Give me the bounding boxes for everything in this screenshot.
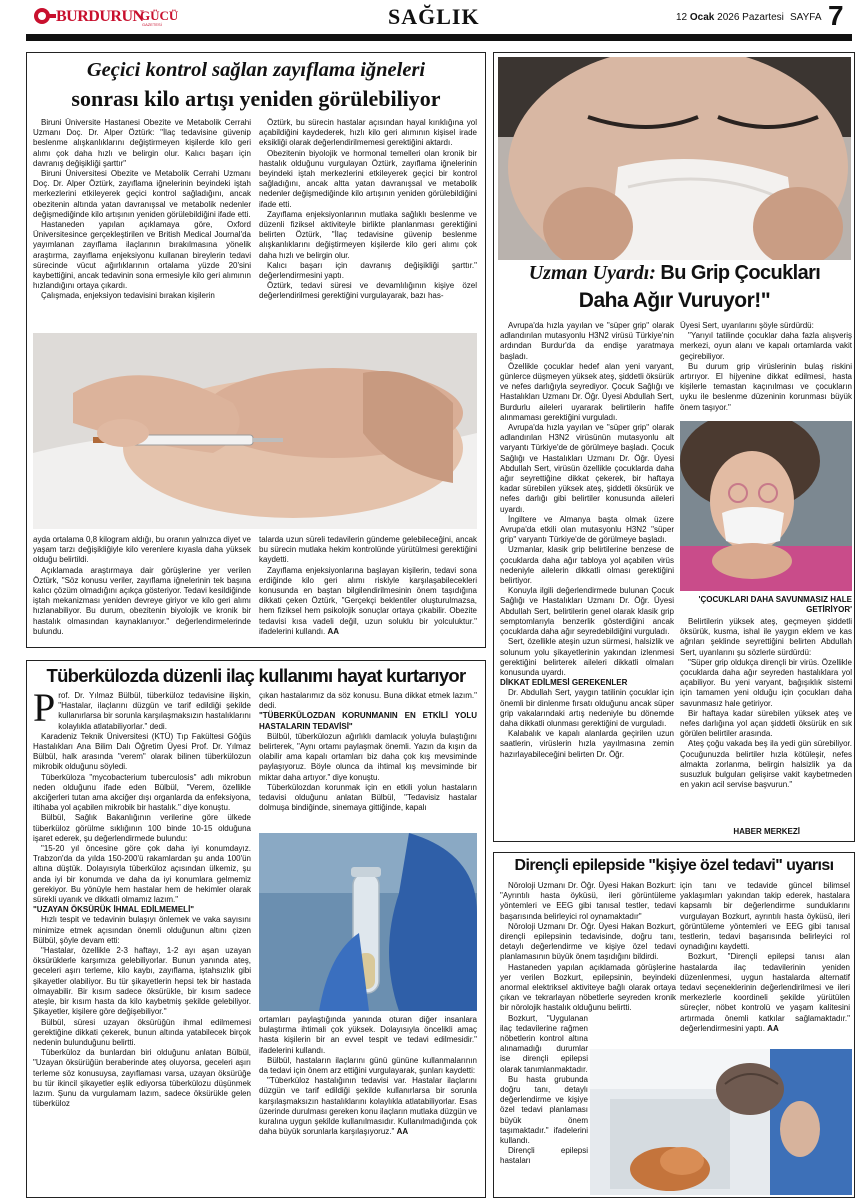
paragraph: Kalabalık ve kapalı alanlarda geçirilen uzun saatlerin, virüslerin hızla yayılmasına zemin hazırlayabileceğini belirten Dr. Öğr.: [500, 729, 674, 759]
date-year-weekday: 2026 Pazartesi: [717, 12, 784, 23]
paragraph: [259, 1076, 477, 1137]
title-lead: Uzman Uyardı:: [528, 262, 656, 284]
paragraph: Özellikle çocuklar hedef alan yeni varyant, günlerce düşmeyen yüksek ateş, şiddetli öksürük ve nefes darlığıyla seyrediyor. Çocuk Sağlığı ve Hastalıkları Uzmanı Dr. Öğr. Üyesi Abdullah Sert, Burdurlu aileleri uyararak belirtilerin hafife alınmaması gerektiğini vurguladı.: [500, 361, 674, 422]
paragraph: Bülbül, hastaların ilaçlarını günü gününe kullanmalarının da tedavi için önem arz ettiğini vurgulayarak, şunları kaydetti:: [259, 1055, 477, 1076]
paragraph: Bülbül, süresi uzayan öksürüğün ihmal edilmemesi gerektiğine dikkati çekerek, bunun altında yatabilecek birçok nedenin bulunduğunu belirtti.: [33, 1017, 251, 1047]
article-column: [259, 1015, 477, 1195]
paragraph: Tüberküloz da bunlardan biri olduğunu anlatan Bülbül, "Uzayan öksürüğün beraberinde ateş oluyorsa, geceleri aşırı terleme söz konusuysa, zayıflaması varsa, uzayan öksürüğe bu tür ikincil şikayetler eşlik ediyorsa tüberkülozu düşünmek lazım. Şunu da vurgulamam lazım, sadece öksürükle gelen tüberküloz: [33, 1048, 251, 1109]
article-signature: HABER MERKEZİ: [733, 827, 800, 836]
injection-illustration: [33, 333, 477, 529]
paragraph: Bir haftaya kadar sürebilen yüksek ateş ve nefes darlığına yol açan şiddetli öksürük en sık görülen belirtiler arasında.: [680, 708, 852, 739]
paragraph: Bülbül, tüberkülozun ağırlıklı damlacık yoluyla bulaştığını belirterek, "Aynı ortamı paylaşmak önemli. Yazın da kışın da olabilir ama kapalı ortamları biz daha çok kış mevsiminde paylaşıyoruz. Böyle olunca da ihtimal kış mevsiminde bir miktar daha artıyor." diye konuştu.: [259, 731, 477, 782]
article-column: [259, 535, 477, 643]
date-day: 12: [676, 12, 688, 23]
article-epilepsy: [493, 852, 855, 1198]
paragraph: talarda uzun süreli tedavilerin gündeme gelebileceğini, ancak bu sürecin mutlaka hekim kontrolünde yürütülmesi gerektiğini kaydetti.: [259, 535, 477, 565]
drop-cap: P: [33, 691, 56, 730]
paragraph: Konuyla ilgili değerlendirmede bulunan Çocuk Sağlığı ve Hastalıkları Uzmanı Dr. Öğr. Üyesi Abdullah Sert, belirtilerin genel olarak klasik grip semptomlarıyla benzerlik gösterdiğini ancak çocuklarda daha ağır seyredebildiğini vurguladı.: [500, 586, 674, 637]
logo: [32, 6, 179, 28]
subheading: "TÜBERKÜLOZDAN KORUNMANIN EN ETKİLİ YOLU HASTALARIN TEDAVİSİ": [259, 711, 477, 731]
subheading: DİKKAT EDİLMESİ GEREKENLER: [500, 678, 628, 688]
paragraph: çıkan hastalarımız da söz konusu. Buna dikkat etmek lazım." dedi.: [259, 691, 477, 711]
article-column: [33, 691, 251, 1195]
paragraph: ortamları paylaştığında yanında oturan diğer insanlara bulaştırma ihtimali çok yüksek. Dolayısıyla öncelikli amaç hasta kişilerin bir an evvel tespit ve tedavi edilmesidir." ifadelerini kullandı.: [259, 1015, 477, 1055]
article-title-line1: [498, 262, 851, 285]
subheading: "UZAYAN ÖKSÜRÜK İHMAL EDİLMEMELİ": [33, 905, 195, 915]
paragraph: Bu durum grip virüslerinin bulaş riskini artırıyor. El hijyenine dikkat edilmesi, hasta kişilerle temastan kaçınılması ve çocukların uyku ile beslenme düzeninin korunması büyük önem taşıyor.": [680, 361, 852, 412]
paragraph: Bu hasta grubunda doğru tanı, detaylı değerlendirme ve kişiye özel tedavi planlaması büyük önem taşımaktadır." ifadelerini kullandı.: [500, 1074, 588, 1146]
paragraph: Tüberküloza "mycobacterium tuberculosis" adlı mikrobun neden olduğunu ifade eden Bülbül, "Verem, özellikle akciğerleri tutan ama akciğer dışı organlarda da enfeksiyona, iltihaba yol açabilen mikrobik bir hastalık." diye konuştu.: [33, 772, 251, 813]
article-signature: AA: [327, 626, 340, 636]
article-column: [680, 321, 852, 417]
article-column: [680, 881, 850, 1051]
brain-model-illustration: [590, 1049, 852, 1195]
paragraph-text: rof. Dr. Yılmaz Bülbül, tüberküloz tedavisine ilişkin, "Hastalar, ilaçlarını düzgün ve tarif edildiği şekilde kullanırlarsa bir sorunla karşılaşmaksızın hastalıklarını kolaylıkla atlatabiliyorlar." dedi.: [58, 691, 251, 731]
article-title-line2: sonrası kilo artışı yeniden görülebiliyor: [71, 86, 441, 111]
paragraph: Hastaneden yapılan açıklamaya göre, Oxford Üniversitesince gerçekleştirilen ve British Medical Journal'da yayımlanan zayıflama ilaçlarının bırakılmasına yönelik araştırma, zayıflama enjeksiyonu kullanan bireylerin tedavi sürecinde vücut ağırlıklarının ortalama yüzde 20'sini kaybettiğini, ancak tedavinin sona ermesiyle kilo geri alımının hızlandığını ortaya çıkardı.: [33, 220, 251, 291]
paragraph: Obezitenin biyolojik ve hormonal temelleri olan kronik bir hastalık olduğunu vurgulayan Öztürk, zayıflama iğnelerinin beyindeki iştah merkezlerini etkileyerek geçici bir kontrol sağladığını, ancak altta yatan davranışsal ve metabolik nedenler değişmediğinde kilo artışının yeniden görülebildiğini ifade etti.: [259, 148, 477, 209]
paragraph: [259, 566, 477, 637]
paragraph: Nöroloji Uzmanı Dr. Öğr. Üyesi Hakan Bozkurt: "Ayrıntılı hasta öyküsü, ileri görüntüleme yöntemleri ve EEG gibi tanısal testler, tedavi başarısında belirleyici rol oynamaktadır": [500, 881, 676, 921]
paragraph: Kalıcı başarı için davranış değişikliği şarttır." değerlendirmesini yaptı.: [259, 260, 477, 281]
date-month: Ocak: [689, 12, 715, 23]
issue-date: [676, 12, 784, 23]
paragraph: Açıklamada araştırmaya dair görüşlerine yer verilen Öztürk, "Söz konusu veriler, zayıflama iğnelerinin tek başına kalıcı çözüm olmadığını açıkça gösteriyor. Tedavi kesildiğinde iştah mekanizması yeniden devreye giriyor ve kilo geri alımı hızlanabiliyor. Bu durum, obezitenin biyolojik ve kronik bir hastalık olmasından kaynaklanıyor." değerlendirmelerinde bulundu.: [33, 565, 251, 636]
test-tube-photo: [259, 833, 477, 1011]
masthead-rule: [26, 34, 852, 41]
sneeze-illustration: [498, 57, 851, 260]
title-rest: Bu Grip Çocukları: [660, 262, 821, 284]
paragraph: Dr. Abdullah Sert, yaygın tatilinin çocuklar için önemli bir dinlenme fırsatı olduğunu ancak süper grip vakalarındaki artış nedeniyle bu dönemde daha dikkatli olunması gerektiğini de vurguladı.: [500, 688, 674, 728]
article-weight-loss: [26, 52, 486, 648]
paragraph: Sert, özellikle ateşin uzun sürmesi, halsizlik ve solunum yolu şikayetlerinin yakından izlenmesi gerektiğini belirterek aileleri dikkatli olmaları konusunda uyardı.: [500, 637, 674, 677]
article-tuberculosis: [26, 660, 486, 1198]
paragraph: için tanı ve tedavide güncel bilimsel yaklaşımları yakından takip ederek, hastalara kapsamlı bir değerlendirme sunduklarını vurgulayan Bozkurt, ayrıntılı hasta öyküsü, ileri görüntüleme yöntemleri ve EEG gibi tanısal testlerin, tedavi başarısında belirleyici rol oynadığını kaydetti.: [680, 881, 850, 952]
sneeze-photo: [498, 57, 851, 260]
paragraph: Üyesi Sert, uyarılarını şöyle sürdürdü:: [680, 321, 814, 330]
paragraph: Zayıflama enjeksiyonlarının mutlaka sağlıklı beslenme ve düzenli fiziksel aktiviteyle birlikte planlanması gerektiğini belirten Öztürk, "İlaç tedavisine güvenip beslenme alışkanlıklarını değiştirmeyen kişilerde kilo geri alımı çok daha hızlı ve belirgin olur.: [259, 209, 477, 260]
paragraph: Ateş çoğu vakada beş ila yedi gün sürebiliyor. Çocuğunuzda belirtiler hızla kötüleşir, nefes almakta zorlanma, belirgin halsizlik ya da susuzluk bulguları gelişirse vakit kaybetmeden en yakın acil servise başvurun.": [680, 739, 852, 790]
paragraph: Bozkurt, "Uygulanan ilaç tedavilerine rağmen nöbetlerin kontrol altına alınamadığı durumlar ise dirençli epilepsi olarak tanımlanmaktadır.: [500, 1013, 588, 1074]
paragraph: "Süper grip oldukça dirençli bir virüs. Özellikle çocuklarda daha ağır seyreden hastalıklara yol açabiliyor. Bu yeni varyant, bağışıklık sistemi için tamamen yeni olduğu için çocukları daha savunmasız hale getiriyor.: [680, 657, 852, 708]
article-signature: AA: [767, 1023, 779, 1033]
child-mask-photo: [680, 421, 852, 591]
section-title: SAĞLIK: [388, 4, 480, 29]
paragraph: Avrupa'da hızla yayılan ve "süper grip" olarak adlandırılan mutasyonlu H3N2 virüsü Türkiye'nin ardından Burdur'da da endişe yaratmaya başladı.: [500, 321, 674, 361]
article-title: Dirençli epilepside "kişiye özel tedavi" uyarısı: [514, 857, 834, 874]
article-signature: AA: [396, 1127, 409, 1137]
logo-tagline: GAZETESİ: [142, 22, 162, 27]
logo-emblem-icon: [32, 6, 56, 28]
paragraph: Tüberkülozdan korunmak için en etkili yolun hastaların tedavisi olduğunu anlatan Bülbül, "Tedavisiz hastalar dolmuşa bindiğinde, sinemaya gittiğinde, kapalı: [259, 782, 477, 813]
article-title: Tüberkülozda düzenli ilaç kullanımı hayat kurtarıyor: [46, 665, 466, 686]
article-title-line2: Daha Ağır Vuruyor!": [578, 289, 771, 312]
paragraph: Karadeniz Teknik Üniversitesi (KTÜ) Tıp Fakültesi Göğüs Hastalıkları Ana Bilim Dalı Öğretim Üyesi Prof. Dr. Yılmaz Bülbül, halk arasında "verem" olarak bilinen tüberkülozun mikrobik olduğunu söyledi.: [33, 731, 251, 772]
paragraph: Dirençli epilepsi hastaları: [500, 1146, 588, 1166]
article-column: [33, 535, 251, 643]
paragraph: [33, 691, 251, 732]
paragraph: Avrupa'da hızla yayılan ve "süper grip" olarak adlandırılan H3N2 virüsünün mutasyonlu alt varyantı Türkiye'de de görülmeye başladı. Çocuk Sağlığı ve Hastalıkları Uzmanı Dr. Öğr. Üyesi Abdullah Sert, virüsün özellikle çocuklarda daha ağır seyrettiğine dikkat çekerek, bir haftaya kadar sürebilen yüksek ateş, şiddetli öksürük ve nefes darlığı gibi belirtiler konusunda aileleri uyardı.: [500, 423, 674, 514]
injection-photo: [33, 333, 477, 529]
logo-accent: GÜCÜ: [140, 8, 179, 23]
paragraph-text: Zayıflama enjeksiyonlarına başlayan kişilerin, tedavi sona erdiğinde kilo geri alımı riskiyle karşılaşabilecekleri konusunda en baştan bilgilendirilmesinin önem taşıdığına dikkati çeken Öztürk, "Gerçekçi beklentiler oluşturulmazsa, hem fiziksel hem psikolojik sonuçlar ortaya çıkabilir. Obezite tedavisi kısa vadeli değil, uzun soluklu bir yolculuktur." ifadelerini kullandı.: [259, 565, 477, 636]
article-column: [259, 691, 477, 833]
paragraph: Nöroloji Uzmanı Dr. Öğr. Üyesi Hakan Bozkurt, dirençli epilepsinin tedavisinde, doğru tanı, detaylı değerlendirme ve kişiye özel tedavi planlamasının büyük önem taşıdığını bildirdi.: [500, 921, 676, 962]
paragraph: Bülbül, Sağlık Bakanlığının verilerine göre ülkede tüberküloz görülme sıklığının 100 binde 10-15 olduğuna işaret ederek, şu değerlendirmede bulundu:: [33, 813, 251, 843]
masthead: [0, 0, 856, 46]
paragraph: İngiltere ve Almanya başta olmak üzere Avrupa'da etkili olan mutasyonlu H3N2 "süper grip" varyantı Türkiye'de de görülmeye başladı.: [500, 514, 674, 545]
photo-caption: 'ÇOCUKLARI DAHA SAVUNMASIZ HALE GETİRİYOR': [698, 595, 852, 614]
paragraph-text: "Tüberküloz hastalığının tedavisi var. Hastalar ilaçlarını düzgün ve tarif edildiği şekilde kullanırlarsa bir sorunla karşılaşmaksızın hastalıklarını kolaylıkla atlatabiliyorlar. Esas üzerinde durulması gereken konu ilaçların mutlaka düzgün ve kuralına uygun şekilde kullanılmasıdır. Kullanılmadığında çok daha büyük sorunlarla karşılaşıyoruz.": [259, 1076, 477, 1137]
paragraph: Biruni Üniversite Hastanesi Obezite ve Metabolik Cerrahi Uzmanı Doç. Dr. Alper Öztürk: "İlaç tedavisine güvenip beslenme alışkanlıklarını değiştirmeyen kişilerde kilo geri alımı çok daha hızlı ve belirgin olur. Kalıcı başarı için davranış değişikliği şarttır": [33, 118, 251, 168]
page-number: 7: [828, 0, 844, 31]
paragraph: Hızlı tespit ve tedavinin bulaşıyı önlemek ve vaka sayısını minimize etmek açısından önemli olduğunun altını çizen Bülbül, şöyle devam etti:: [33, 915, 251, 945]
test-tube-illustration: [259, 833, 477, 1011]
paragraph: Uzmanlar, klasik grip belirtilerine benzese de çocuklarda daha ağır tabloya yol açabilen virüs nedeniyle ailelerin dikkatli olması gerektiğini belirtiyor.: [500, 545, 674, 586]
article-super-flu: [493, 52, 855, 842]
paragraph: "Hastalar, özellikle 2-3 haftayı, 1-2 ayı aşan uzayan öksürüklerle karşımıza gelebiliyorlar. Bunun yanında ateş, geceleri aşırı terleme, kilo kaybı, zayıflama, iştahsızlık gibi şikayetler olabiliyor. Bu tür şikayetlerin hepsi tek bir hastada olmayabilir. Bir kısım sadece öksürükle, bir kısım sadece ateşle, bir kısım hasta da kilo kaybetmiş şekilde gelebiliyor. Şikayetler, kişilere göre değişebiliyor.": [33, 946, 251, 1017]
paragraph: ayda ortalama 0,8 kilogram aldığı, bu oranın yalnızca diyet ve yaşam tarzı değişikliğiyle kilo verenlere kıyasla daha yüksek olduğu belirtildi.: [33, 535, 251, 565]
paragraph-text: Bozkurt, "Dirençli epilepsi tanısı alan hastalarda ilaç tedavilerinin yeniden düzenlenmesi, uygun hastalarda alternatif tedavi seçeneklerinin değerlendirilmesi ve ileri merkezlerle koordineli şekilde yürütülen süreçler, nöbet kontrolü ve yaşam kalitesini artırmada önemli katkılar sağlamaktadır." değerlendirmesini yaptı.: [680, 952, 850, 1033]
paragraph: Öztürk, bu sürecin hastalar açısından hayal kırıklığına yol açabildiğini kaydederek, hızlı kilo geri alımının kişisel irade eksikliği olarak değerlendirilmemesi gerektiğini aktardı.: [259, 118, 477, 148]
brain-model-photo: [590, 1049, 852, 1195]
paragraph: Belirtilerin yüksek ateş, geçmeyen şiddetli öksürük, kusma, ishal ile yaygın eklem ve kas ağrıları şeklinde seyrettiğini belirten Abdullah Sert, uyarılarını şu sözlerle sürdürdü:: [680, 617, 852, 657]
paragraph: [680, 952, 850, 1034]
child-mask-illustration: [680, 421, 852, 591]
paragraph: "Yarıyıl tatilinde çocuklar daha fazla alışveriş merkezi, oyun alanı ve kapalı ortamlarda vakit geçirebiliyor.: [680, 331, 852, 361]
paragraph: Çalışmada, enjeksiyon tedavisini bırakan kişilerin: [41, 291, 215, 301]
paragraph: Hastaneden yapılan açıklamada görüşlerine yer verilen Bozkurt, epilepsinin, beyindeki anormal elektriksel aktiviteye bağlı olarak ortaya çıkan ve tekrarlayan nöbetlerle seyreden kronik bir nörolojik hastalık olduğunu belirtti.: [500, 962, 676, 1013]
logo-main: BURDURUN: [56, 8, 144, 25]
paragraph: Biruni Üniversitesi Obezite ve Metabolik Cerrahi Uzmanı Doç. Dr. Alper Öztürk, zayıflama iğnelerinin beyindeki iştah merkezlerini etkileyerek geçici kontrol sağladığını, ancak obezitenin altında yatan davranışsal ve metabolik nedenler değişmediğinde kilo artışının yeniden görülebildiğini ifade etti.: [33, 169, 251, 219]
paragraph: Öztürk, tedavi süresi ve devamlılığının kişiye özel değerlendirilmesi gerektiğini vurgulayarak, bazı has-: [259, 281, 477, 301]
article-column: [500, 321, 674, 841]
article-title-line1: Geçici kontrol sağlan zayıflama iğneleri: [86, 59, 426, 81]
page-label: SAYFA: [790, 12, 822, 23]
article-column: [680, 617, 852, 827]
paragraph: "15-20 yıl öncesine göre çok daha iyi konumdayız. Trabzon'da da yılda 150-200'ü rakamlardan şu anda 100'ün altına düştük. Dolayısıyla tüberküloz açısından ülkemiz, şu anda iyi bir konumda ve daha da iyi konumlara gelmemiz gerekiyor. Bu yönüyle hem hastalar hem de hekimler olarak sürekli uyanık ve dikkatli olmamız lazım.": [33, 844, 251, 905]
